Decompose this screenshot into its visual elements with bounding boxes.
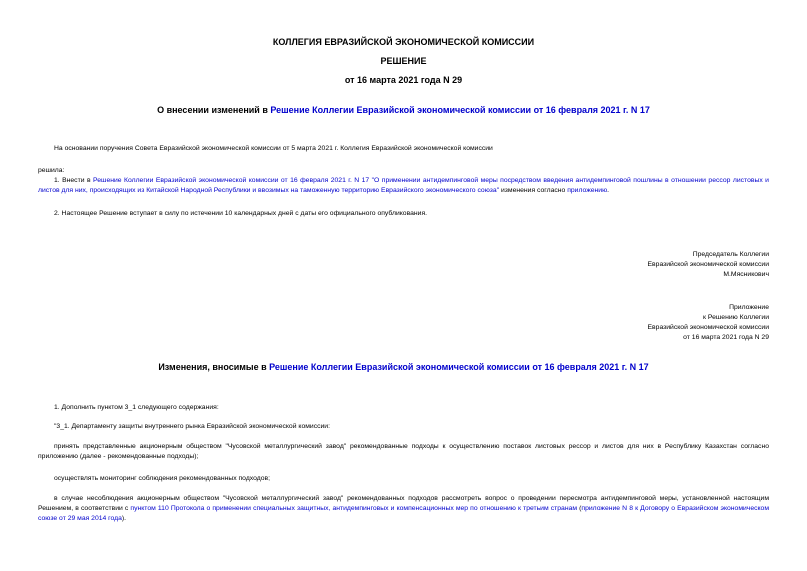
changes-p5-text-c: ). [121, 515, 127, 522]
appendix-ref-line-4: от 16 марта 2021 года N 29 [683, 334, 769, 341]
changes-p5-text-b: ( [577, 505, 582, 512]
changes-p2: "3_1. Департаменту защиты внутреннего рынка Евразийской экономической комиссии: [54, 423, 330, 430]
doc-title [0, 105, 807, 115]
signature-org: Евразийской экономической комиссии [647, 261, 769, 268]
item-1-appendix-link[interactable]: приложению [567, 187, 608, 194]
signature-name: М.Мясникович [723, 271, 769, 278]
doc-title-prefix: О внесении изменений в [157, 105, 271, 115]
item-1-paragraph [38, 176, 769, 196]
basis-paragraph: На основании поручения Совета Евразийской экономической комиссии от 5 марта 2021 г. Коллегия Евразийской экономической комиссии [54, 145, 493, 152]
changes-p5-text-a: в случае несоблюдения акционерным обществом "Чусовской металлургический завод" рекомендованных подходов рассмотреть вопрос о проведении пересмотра антидемпинговой меры, установленной настоящим Решением, в соответствии с [38, 495, 769, 512]
treaty-appendix-8-link[interactable]: приложение N 8 к Договору о Евразийском экономическом союзе от 29 мая 2014 года [38, 505, 770, 522]
changes-title [0, 362, 807, 372]
signature-title: Председатель Коллегии [692, 251, 769, 258]
org-name: КОЛЛЕГИЯ ЕВРАЗИЙСКОЙ ЭКОНОМИЧЕСКОЙ КОМИССИИ [272, 37, 535, 47]
item-2-paragraph: 2. Настоящее Решение вступает в силу по истечении 10 календарных дней с даты его официального опубликования. [54, 210, 428, 217]
doc-type: РЕШЕНИЕ [380, 56, 427, 66]
changes-p3: принять представленные акционерным обществом "Чусовской металлургический завод" рекомендованные подходы к осуществлению поставок листовых рессор и листов для них в Республику Казахстан согласно приложению (далее - рекомендованные подходы); [38, 443, 769, 460]
changes-title-prefix: Изменения, вносимые в [158, 362, 270, 372]
item-1-prefix: 1. Внести в [54, 177, 93, 184]
appendix-ref-line-1: Приложение [729, 304, 769, 311]
item-1-end: . [607, 187, 610, 194]
resolved-label: решила: [38, 167, 65, 174]
changes-p1: 1. Дополнить пунктом 3_1 следующего содержания: [54, 404, 219, 411]
item-1-mid: изменения согласно [499, 187, 568, 194]
appendix-ref-line-2: к Решению Коллегии [702, 314, 769, 321]
appendix-ref-line-3: Евразийской экономической комиссии [647, 324, 769, 331]
doc-date-number: от 16 марта 2021 года N 29 [344, 75, 463, 85]
changes-title-link[interactable]: Решение Коллегии Евразийской экономической комиссии от 16 февраля 2021 г. N 17 [269, 362, 649, 372]
protocol-point-110-link[interactable]: пунктом 110 Протокола о применении специальных защитных, антидемпинговых и компенсационных мер по отношению к третьим странам [130, 505, 578, 512]
changes-p4: осуществлять мониторинг соблюдения рекомендованных подходов; [54, 475, 270, 482]
item-1-decision-link[interactable]: Решение Коллегии Евразийской экономической комиссии от 16 февраля 2021 г. N 17 "О применении антидемпинговой меры посредством введения антидемпинговой пошлины в отношении рессор листовых и листов для них, происходящих из Китайской Народной Республики и ввозимых на таможенную территорию Евразийского экономического союза" [38, 177, 769, 194]
changes-p5 [38, 494, 769, 524]
doc-title-link[interactable]: Решение Коллегии Евразийской экономической комиссии от 16 февраля 2021 г. N 17 [270, 105, 650, 115]
